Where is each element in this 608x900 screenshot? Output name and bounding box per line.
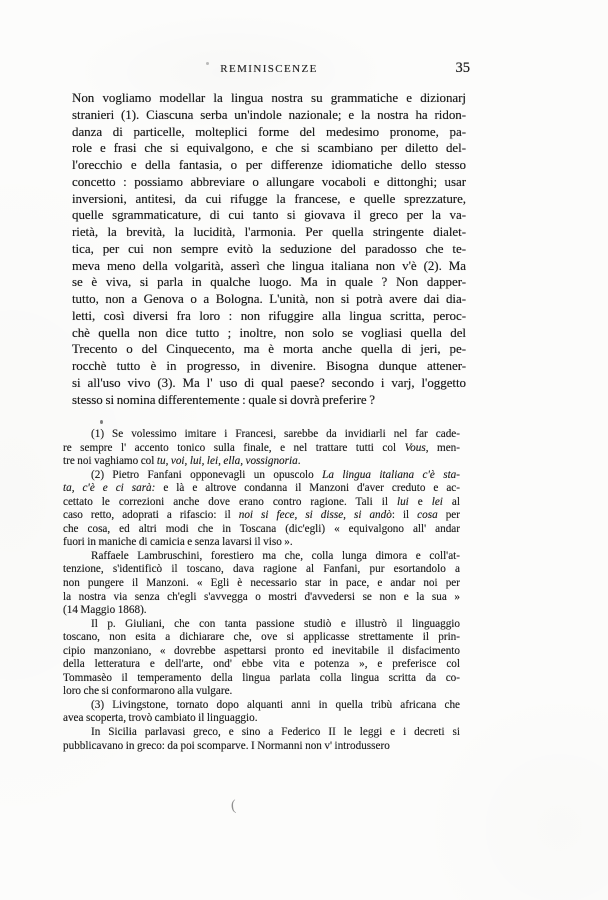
italic-text-run: tu, voi, lui, lei, ella, vossignoria [156, 455, 298, 468]
text-line [63, 496, 460, 510]
text-line [63, 645, 460, 659]
text-run: rietà, la brevità, la lucidità, l'armonia. Per quella stringente dialet- [72, 224, 466, 239]
text-line [63, 712, 460, 726]
text-line [72, 124, 466, 141]
text-run: re sempre l' accento tonico sulla finale, e nel trattare tutti col [63, 441, 405, 454]
text-line [72, 274, 466, 291]
text-line [72, 207, 466, 224]
text-run: inversioni, antitesi, da cui rifugge la francese, e quelle sprezzature, [72, 190, 466, 206]
scan-paren-artifact: ( [230, 797, 237, 815]
text-run: e là e altrove condanna il Manzoni d'aver creduto e ac- [155, 482, 460, 495]
text-line [63, 740, 460, 754]
text-run: concetto : possiamo abbreviare o allungare vocaboli e dittonghi; usar [72, 173, 466, 189]
italic-text-run: La lingua italiana c'è sta- [322, 468, 460, 481]
paragraph [63, 469, 460, 550]
text-line [72, 308, 466, 325]
text-run: . [297, 455, 301, 468]
paragraph [63, 550, 460, 618]
text-line [72, 241, 466, 258]
text-line [63, 442, 460, 456]
text-line [63, 618, 460, 632]
text-line [63, 523, 460, 537]
text-line [63, 604, 460, 618]
text-run: non pungere il Manzoni. « Egli è necessario star in pace, e andar noi per [63, 577, 460, 590]
text-line [72, 392, 466, 409]
text-run: cipio manzoniano, « dovrebbe aspettarsi pronto ed inevitabile il disfacimento [63, 644, 460, 657]
text-line [63, 631, 460, 645]
text-run: per [437, 509, 460, 522]
text-run: meva meno della volgarità, asserì che lingua italiana non v'è (2). Ma [72, 257, 466, 273]
text-line [63, 658, 460, 672]
text-run: Trecento o del Cinquecento, ma è morta anche quella di jeri, pe- [72, 341, 466, 357]
page-header [72, 60, 470, 77]
text-line [63, 726, 460, 740]
text-line [72, 174, 466, 191]
text-line [72, 140, 466, 157]
text-line [72, 325, 466, 342]
text-run: al [442, 495, 460, 508]
text-line [63, 563, 460, 577]
italic-text-run: Vous [404, 441, 426, 454]
running-title: REMINISCENZE [220, 63, 318, 75]
text-line [72, 191, 466, 208]
text-run: Tommasèo il temperamento della lingua parlata colla lingua scritta da co- [63, 671, 460, 684]
text-line [63, 577, 460, 591]
text-run: l'orecchio e della fantasia, o per differenze idiomatiche dello stesso [72, 157, 466, 172]
text-run: In Sicilia parlavasi greco, e sino a Federico II le leggi e i decreti si [91, 726, 460, 739]
text-line [72, 291, 466, 308]
text-run: se è viva, si parla in qualche luogo. Ma in quale ? Non dapper- [72, 274, 466, 290]
text-run: della letteratura e dell'arte, ond' ebbe vita e potenza », e preferisce col [63, 658, 460, 671]
text-run: tre noi vaghiamo col [63, 455, 157, 468]
text-run: (1) Se volessimo imitare i Francesi, sarebbe da invidiarli nel far cade- [91, 428, 460, 440]
text-line [72, 341, 466, 358]
text-run: (2) Pietro Fanfani opponevagli un opuscolo [91, 468, 323, 481]
text-run: , men- [425, 441, 460, 454]
text-run: rocchè tutto è in progresso, in divenire. Bisogna dunque attener- [72, 358, 466, 373]
text-line [72, 224, 466, 241]
text-line [63, 685, 460, 699]
text-run: tenzione, s'identificò il toscano, dava ragione al Fanfani, pur esortandolo a [63, 563, 460, 576]
text-line [72, 157, 466, 174]
text-run: letti, così diversi fra loro : non rifuggire alla lingua scritta, peroc- [72, 307, 466, 323]
text-run: tica, per cui non sempre evitò la seduzione del paradosso che te- [72, 240, 466, 256]
text-run: : il [391, 509, 418, 522]
text-line [63, 699, 460, 713]
text-run: role e frasi che si equivalgono, e che si scambiano per diletto del- [72, 140, 466, 156]
main-text-block [72, 90, 466, 408]
paragraph [63, 699, 460, 726]
text-line [63, 536, 460, 550]
text-line [72, 90, 466, 107]
text-run: toscano, non esita a dichiarare che, ove si applicasse strettamente il prin- [63, 631, 460, 644]
text-run: pubblicavano in greco: da poi scomparve. I Normanni non v' introdussero [63, 739, 390, 752]
text-run: Il p. Giuliani, che con tanta passione studiò e illustrò il linguaggio [91, 617, 460, 630]
text-run: caso retto, adoprati a rifascio: il [63, 509, 239, 522]
text-run: si all'uso vivo (3). Ma l' uso di qual paese? secondo i varj, l'oggetto [72, 374, 466, 390]
text-line [72, 358, 466, 375]
text-run: loro che si conformarono alla vulgare. [63, 685, 233, 698]
text-line [72, 258, 466, 275]
text-run: fuori in maniche di camicia e senza lavarsi il viso ». [63, 536, 293, 549]
text-line [63, 509, 460, 523]
paragraph [72, 90, 466, 408]
paragraph [63, 428, 460, 469]
italic-text-run: lei [431, 495, 443, 508]
page-number: 35 [455, 60, 470, 76]
text-run: che cosa, ed altri modi che in Toscana (dic'egli) « equivalgono all' andar [63, 522, 460, 535]
text-line [72, 107, 466, 124]
footnotes-block [63, 428, 460, 753]
text-line [63, 672, 460, 686]
italic-text-run: noi si fece, si disse, si andò [238, 509, 392, 522]
text-run: chè quella non dice tutto ; inoltre, non solo se vogliasi quella del [72, 324, 466, 340]
scan-speck-artifact [100, 420, 103, 424]
paragraph [63, 726, 460, 753]
text-run: (3) Livingstone, tornato dopo alquanti anni in quella tribù africana che [91, 698, 460, 711]
text-run: la nostra via senza ch'egli s'avvegga o mostri d'avvedersi se non e la sua » [63, 590, 460, 603]
italic-text-run: cosa [417, 509, 438, 522]
text-line [63, 482, 460, 496]
text-run: stranieri (1). Ciascuna serba un'indole nazionale; e la nostra ha ridon- [72, 106, 466, 122]
text-line [63, 469, 460, 483]
text-run: danza di particelle, molteplici forme del medesimo pronome, pa- [72, 123, 466, 139]
text-run: Non vogliamo modellar la lingua nostra su grammatiche e dizionarj [72, 90, 466, 105]
italic-text-run: lui [396, 495, 409, 508]
text-line [63, 455, 460, 469]
text-line [63, 550, 460, 564]
text-run: cettato le correzioni anche dove erano contro ragione. Tali il [63, 495, 397, 508]
text-line [72, 375, 466, 392]
text-run: (14 Maggio 1868). [63, 604, 147, 617]
text-run: Raffaele Lambruschini, forestiero ma che, colla lunga dimora e coll'at- [91, 549, 460, 562]
scan-speck-artifact [206, 62, 209, 65]
paragraph [63, 618, 460, 699]
text-run: avea scoperta, trovò cambiato il linguaggio. [63, 712, 258, 725]
text-run: quelle sgrammaticature, di cui tanto si giovava il greco per la va- [72, 207, 466, 223]
text-run: stesso si nomina differentemente : quale si dovrà preferire ? [72, 391, 376, 407]
text-run: tutto, non a Genova o a Bologna. L'unità, non si potrà avere dai dia- [72, 291, 466, 306]
text-run: e [408, 495, 432, 508]
text-line [63, 428, 460, 442]
italic-text-run: ta, c'è e ci sarà: [63, 482, 156, 495]
text-line [63, 591, 460, 605]
